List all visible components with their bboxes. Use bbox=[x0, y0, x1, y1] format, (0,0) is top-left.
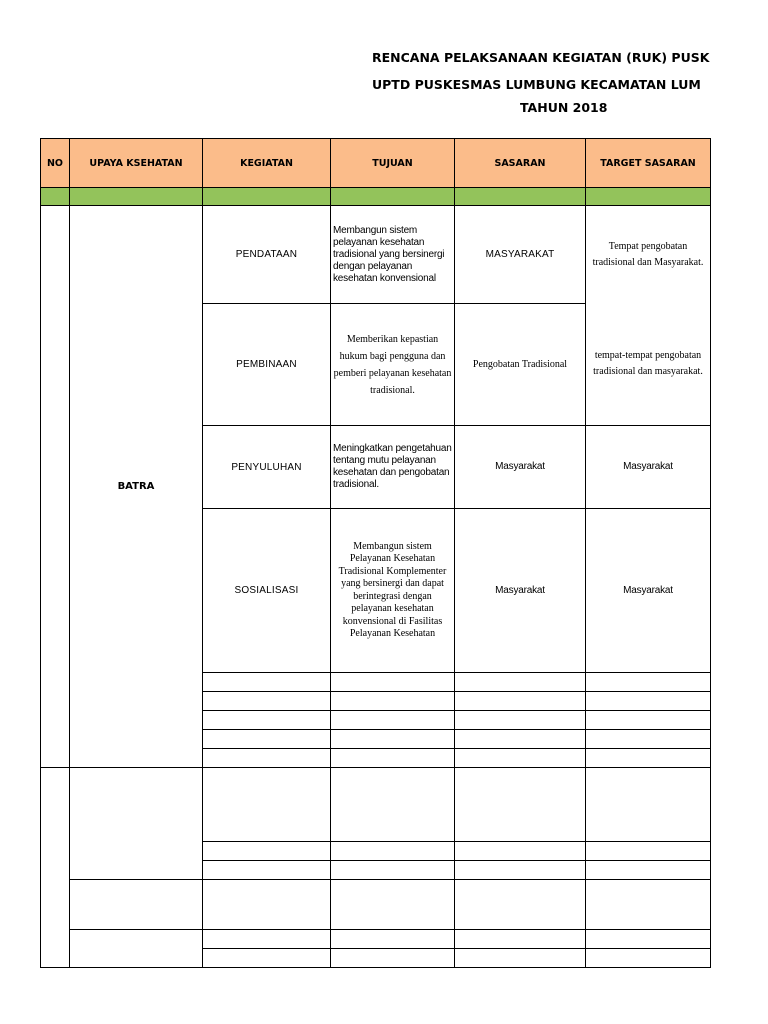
kegiatan-cell: PENYULUHAN bbox=[203, 426, 331, 509]
upaya-cell-batra: BATRA bbox=[70, 206, 203, 768]
sasaran-cell: Masyarakat bbox=[455, 426, 586, 509]
col-header-no: NO bbox=[41, 139, 70, 188]
target-cell: Masyarakat bbox=[586, 509, 711, 673]
upaya-cell bbox=[70, 880, 203, 930]
tujuan-cell: Memberikan kepastian hukum bagi pengguna dan pemberi pelayanan kesehatan tradisional. bbox=[331, 304, 455, 426]
col-header-tujuan: TUJUAN bbox=[331, 139, 455, 188]
green-separator-row bbox=[41, 188, 711, 206]
tujuan-cell: Membangun sistem pelayanan kesehatan tradisional yang bersinergi dengan pelayanan kesehatan konvensional bbox=[331, 206, 455, 304]
tujuan-cell: Meningkatkan pengetahuan tentang mutu pelayanan kesehatan dan pengobatan tradisional. bbox=[331, 426, 455, 509]
tujuan-cell: Membangun sistem Pelayanan Kesehatan Tradisional Komplementer yang bersinergi dan dapat berintegrasi dengan pelayanan kesehatan konvensional di Fasilitas Pelayanan Kesehatan bbox=[331, 509, 455, 673]
ruk-table bbox=[40, 138, 711, 968]
kegiatan-cell: SOSIALISASI bbox=[203, 509, 331, 673]
no-cell bbox=[41, 206, 70, 768]
target-cell-merged-1: Tempat pengobatan tradisional dan Masyarakat. bbox=[586, 206, 711, 304]
target-cell: Masyarakat bbox=[586, 426, 711, 509]
sasaran-cell: MASYARAKAT bbox=[455, 206, 586, 304]
table-row-empty bbox=[41, 768, 711, 842]
col-header-target: TARGET SASARAN bbox=[586, 139, 711, 188]
sasaran-cell: Masyarakat bbox=[455, 509, 586, 673]
target-cell-merged-2: tempat-tempat pengobatan tradisional dan masyarakat. bbox=[586, 304, 711, 426]
kegiatan-cell: PEMBINAAN bbox=[203, 304, 331, 426]
table-row-empty bbox=[41, 880, 711, 930]
table-row-empty bbox=[41, 930, 711, 949]
table-row bbox=[41, 206, 711, 304]
table-header-row bbox=[41, 139, 711, 188]
kegiatan-cell: PENDATAAN bbox=[203, 206, 331, 304]
upaya-cell bbox=[70, 768, 203, 880]
col-header-sasaran: SASARAN bbox=[455, 139, 586, 188]
no-cell bbox=[41, 768, 70, 968]
col-header-kegiatan: KEGIATAN bbox=[203, 139, 331, 188]
col-header-upaya: UPAYA KSEHATAN bbox=[70, 139, 203, 188]
upaya-cell bbox=[70, 930, 203, 968]
doc-title-line2: UPTD PUSKESMAS LUMBUNG KECAMATAN LUM bbox=[372, 77, 701, 92]
doc-title-line1: RENCANA PELAKSANAAN KEGIATAN (RUK) PUSK bbox=[372, 50, 710, 65]
doc-title-line3: TAHUN 2018 bbox=[520, 100, 608, 115]
sasaran-cell: Pengobatan Tradisional bbox=[455, 304, 586, 426]
